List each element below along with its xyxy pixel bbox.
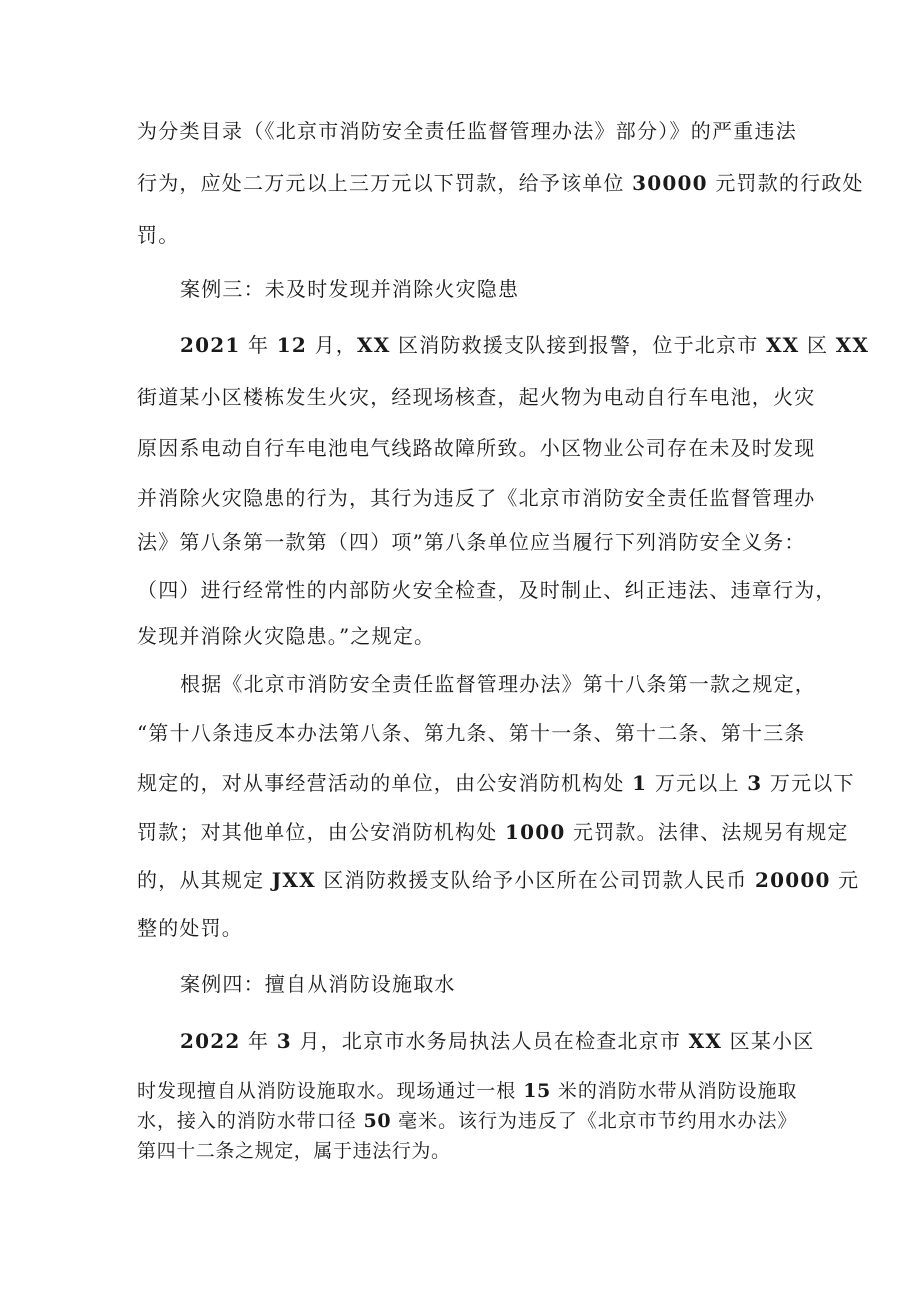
case3-heading: 案例三：未及时发现并消除火灾隐患 [180, 277, 520, 301]
case3-p1-line: （四）进行经常性的内部防火安全检查，及时制止、纠正违法、违章行为， [137, 578, 837, 602]
case3-p2-line: 罚款；对其他单位，由公安消防机构处 1000 元罚款。法律、法规另有规定 [137, 820, 849, 844]
case3-p2-line: “第十八条违反本办法第八条、第九条、第十一条、第十二条、第十三条 [137, 721, 806, 745]
case4-heading: 案例四：擅自从消防设施取水 [180, 972, 456, 996]
case4-p1-line: 时发现擅自从消防设施取水。现场通过一根 15 米的消防水带从消防设施取 [137, 1080, 798, 1102]
case3-p1-line: 2021 年 12 月，XX 区消防救援支队接到报警，位于北京市 XX 区 XX [180, 333, 870, 357]
case3-p2-line: 整的处罚。 [137, 916, 243, 940]
case3-p1-line: 街道某小区楼栋发生火灾，经现场核查，起火物为电动自行车电池，火灾 [137, 385, 816, 409]
case4-p1-line: 水，接入的消防水带口径 50 毫米。该行为违反了《北京市节约用水办法》 [137, 1110, 797, 1132]
case4-p1-line: 第四十二条之规定，属于违法行为。 [137, 1140, 451, 1162]
intro-line-3: 罚。 [137, 223, 180, 247]
case3-p2-line: 的，从其规定 JXX 区消防救援支队给予小区所在公司罚款人民币 20000 元 [137, 868, 860, 892]
case3-p1-line: 原因系电动自行车电池电气线路故障所致。小区物业公司存在未及时发现 [137, 436, 816, 460]
case3-p2-line: 根据《北京市消防安全责任监督管理办法》第十八条第一款之规定， [180, 672, 816, 696]
case3-p2-line: 规定的，对从事经营活动的单位，由公安消防机构处 1 万元以上 3 万元以下 [137, 771, 855, 795]
case3-p1-line: 法》第八条第一款第（四）项”第八条单位应当履行下列消防安全义务： [137, 530, 806, 554]
case3-p1-line: 发现并消除火灾隐患。”之规定。 [137, 624, 436, 648]
case4-p1-line: 2022 年 3 月，北京市水务局执法人员在检查北京市 XX 区某小区 [180, 1029, 815, 1053]
case3-p1-line: 并消除火灾隐患的行为，其行为违反了《北京市消防安全责任监督管理办 [137, 486, 816, 510]
intro-line-1: 为分类目录（《北京市消防安全责任监督管理办法》部分）》的严重违法 [137, 119, 797, 143]
intro-line-2: 行为，应处二万元以上三万元以下罚款，给予该单位 30000 元罚款的行政处 [137, 171, 864, 195]
